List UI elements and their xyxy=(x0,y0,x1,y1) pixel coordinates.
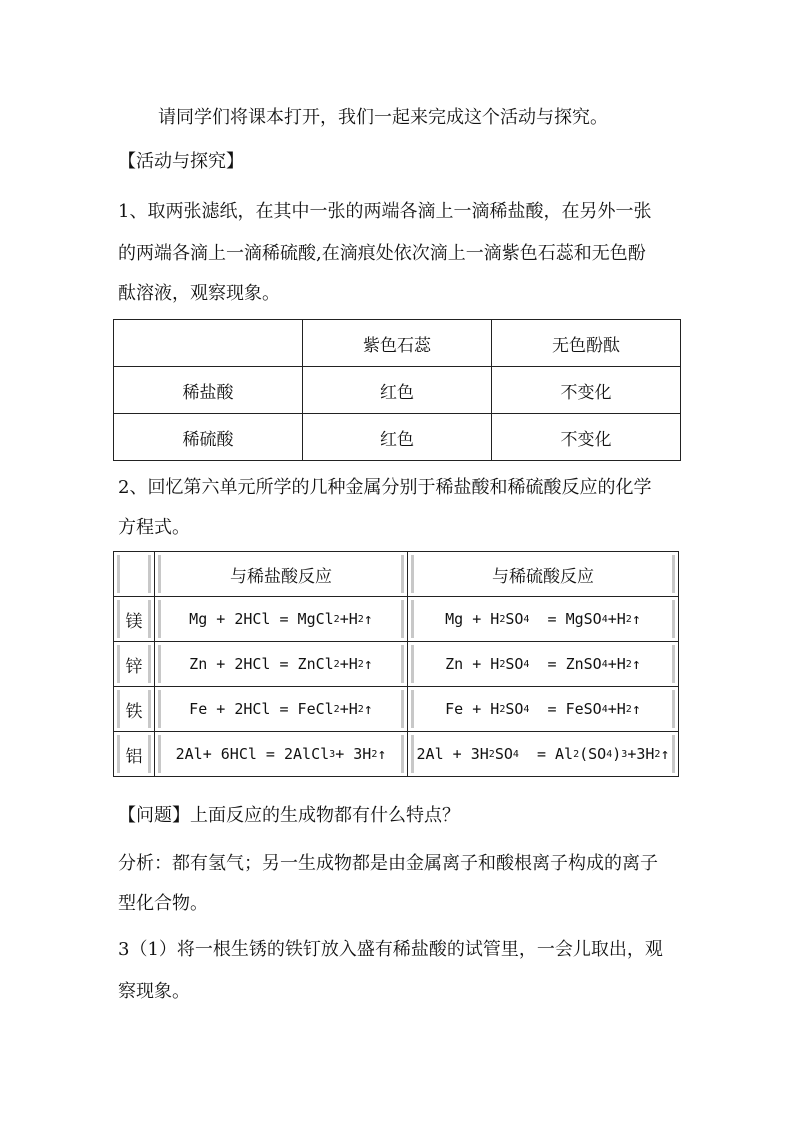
table-row xyxy=(114,597,679,642)
table-row xyxy=(114,552,679,597)
table-header-cell: 紫色石蕊 xyxy=(303,320,492,367)
reaction-table xyxy=(113,551,679,777)
step2-line2: 方程式。 xyxy=(118,517,190,538)
table-row xyxy=(114,732,679,777)
table-cell: 稀盐酸 xyxy=(114,367,303,414)
table-header-cell: 无色酚酞 xyxy=(492,320,681,367)
step3-line2: 察现象。 xyxy=(118,981,190,1002)
step2-line1: 2、回忆第六单元所学的几种金属分别于稀盐酸和稀硫酸反应的化学 xyxy=(118,477,652,498)
equation-cell: Mg + H 2 SO 4 = MgSO 4 +H 2 ↑ xyxy=(411,600,675,638)
step3-line1: 3（1）将一根生锈的铁钉放入盛有稀盐酸的试管里，一会儿取出，观 xyxy=(118,939,663,960)
step1-line2: 的两端各滴上一滴稀硫酸,在滴痕处依次滴上一滴紫色石蕊和无色酚 xyxy=(118,243,646,264)
table-header-cell: 与稀盐酸反应 xyxy=(158,555,404,593)
step1-line3: 酞溶液，观察现象。 xyxy=(118,283,280,304)
table-row xyxy=(114,367,681,414)
equation-cell: Fe + H 2 SO 4 = FeSO 4 +H 2 ↑ xyxy=(411,690,675,728)
step1-line1: 1、取两张滤纸，在其中一张的两端各滴上一滴稀盐酸，在另外一张 xyxy=(118,201,652,222)
table-cell: 不变化 xyxy=(492,414,681,461)
metal-cell: 铁 xyxy=(117,690,151,728)
table-row xyxy=(114,642,679,687)
table-cell: 不变化 xyxy=(492,367,681,414)
analysis-line2: 型化合物。 xyxy=(118,893,208,914)
equation-cell: Zn + 2HCl = ZnCl 2 +H 2 ↑ xyxy=(158,645,404,683)
table-cell: 红色 xyxy=(303,367,492,414)
table-cell xyxy=(117,555,151,593)
analysis-line1: 分析：都有氢气；另一生成物都是由金属离子和酸根离子构成的离子 xyxy=(118,853,658,874)
table-cell: 稀硫酸 xyxy=(114,414,303,461)
metal-cell: 锌 xyxy=(117,645,151,683)
table-row xyxy=(114,687,679,732)
section-title: 【活动与探究】 xyxy=(118,151,244,172)
metal-cell: 铝 xyxy=(117,735,151,773)
equation-cell: Zn + H 2 SO 4 = ZnSO 4 +H 2 ↑ xyxy=(411,645,675,683)
equation-cell: Fe + 2HCl = FeCl 2 +H 2 ↑ xyxy=(158,690,404,728)
equation-cell: Mg + 2HCl = MgCl 2 +H 2 ↑ xyxy=(158,600,404,638)
equation-cell: 2Al+ 6HCl = 2AlCl 3 + 3H 2 ↑ xyxy=(158,735,404,773)
table-cell: 红色 xyxy=(303,414,492,461)
intro-text: 请同学们将课本打开，我们一起来完成这个活动与探究。 xyxy=(158,107,608,128)
question-text: 【问题】上面反应的生成物都有什么特点？ xyxy=(118,805,460,826)
table-header-cell: 与稀硫酸反应 xyxy=(411,555,675,593)
table-cell xyxy=(114,320,303,367)
table-row xyxy=(114,320,681,367)
metal-cell: 镁 xyxy=(117,600,151,638)
equation-cell: 2Al + 3H 2 SO 4 = Al 2 (SO 4 ) 3 +3H 2 ↑ xyxy=(411,735,675,773)
table-row xyxy=(114,414,681,461)
indicator-table xyxy=(113,319,681,461)
